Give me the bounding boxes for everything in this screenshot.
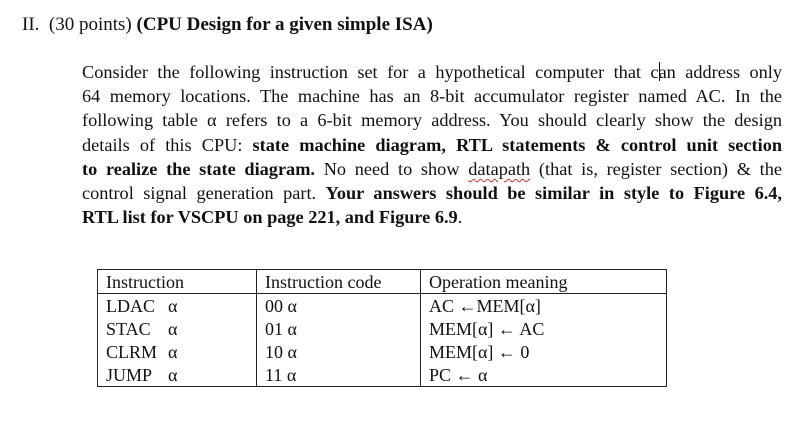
paragraph-line-2: 64 memory locations. The machine has an 8-bit accumulator register named AC. In the	[82, 86, 782, 107]
question-heading	[22, 13, 433, 37]
paragraph-line-4: details of this CPU: state machine diagram, RTL statements & control unit section	[82, 134, 782, 155]
meaning-cell: AC ←MEM[α]	[421, 294, 667, 318]
code-cell: 11 α	[257, 363, 421, 387]
header-instruction-code: Instruction code	[257, 270, 421, 294]
table-row	[98, 317, 667, 340]
code-cell: 10 α	[257, 340, 421, 363]
instruction-set-table	[97, 269, 667, 387]
paragraph-line-5: to realize the state diagram. No need to show datapath (that is, register section) & the	[82, 158, 782, 179]
spellcheck-word: datapath	[468, 158, 531, 179]
code-cell: 00 α	[257, 294, 421, 318]
paragraph-line-3: following table α refers to a 6-bit memory address. You should clearly show the design	[82, 110, 782, 131]
table-row	[98, 340, 667, 363]
table-row	[98, 294, 667, 318]
question-description	[82, 60, 782, 229]
instruction-cell: LDAC α	[98, 294, 257, 318]
meaning-cell: MEM[α] ← AC	[421, 317, 667, 340]
header-instruction: Instruction	[98, 270, 257, 294]
paragraph-line-7: RTL list for VSCPU on page 221, and Figure 6.9.	[82, 207, 463, 228]
question-number: II.	[22, 14, 40, 35]
instruction-cell: STAC α	[98, 317, 257, 340]
paragraph-line-6: control signal generation part. Your answers should be similar in style to Figure 6.4,	[82, 182, 782, 203]
code-cell: 01 α	[257, 317, 421, 340]
instruction-cell: CLRM α	[98, 340, 257, 363]
meaning-cell: PC ← α	[421, 363, 667, 387]
question-title: (CPU Design for a given simple ISA)	[136, 14, 433, 35]
instruction-cell: JUMP α	[98, 363, 257, 387]
question-points: (30 points)	[48, 14, 132, 35]
header-operation-meaning: Operation meaning	[421, 270, 667, 294]
table-row	[98, 363, 667, 387]
paragraph-line-1: Consider the following instruction set for a hypothetical computer that can address only	[82, 62, 782, 82]
table-header-row	[98, 270, 667, 294]
meaning-cell: MEM[α] ← 0	[421, 340, 667, 363]
required-deliverables: state machine diagram, RTL statements & control unit section	[252, 134, 782, 155]
